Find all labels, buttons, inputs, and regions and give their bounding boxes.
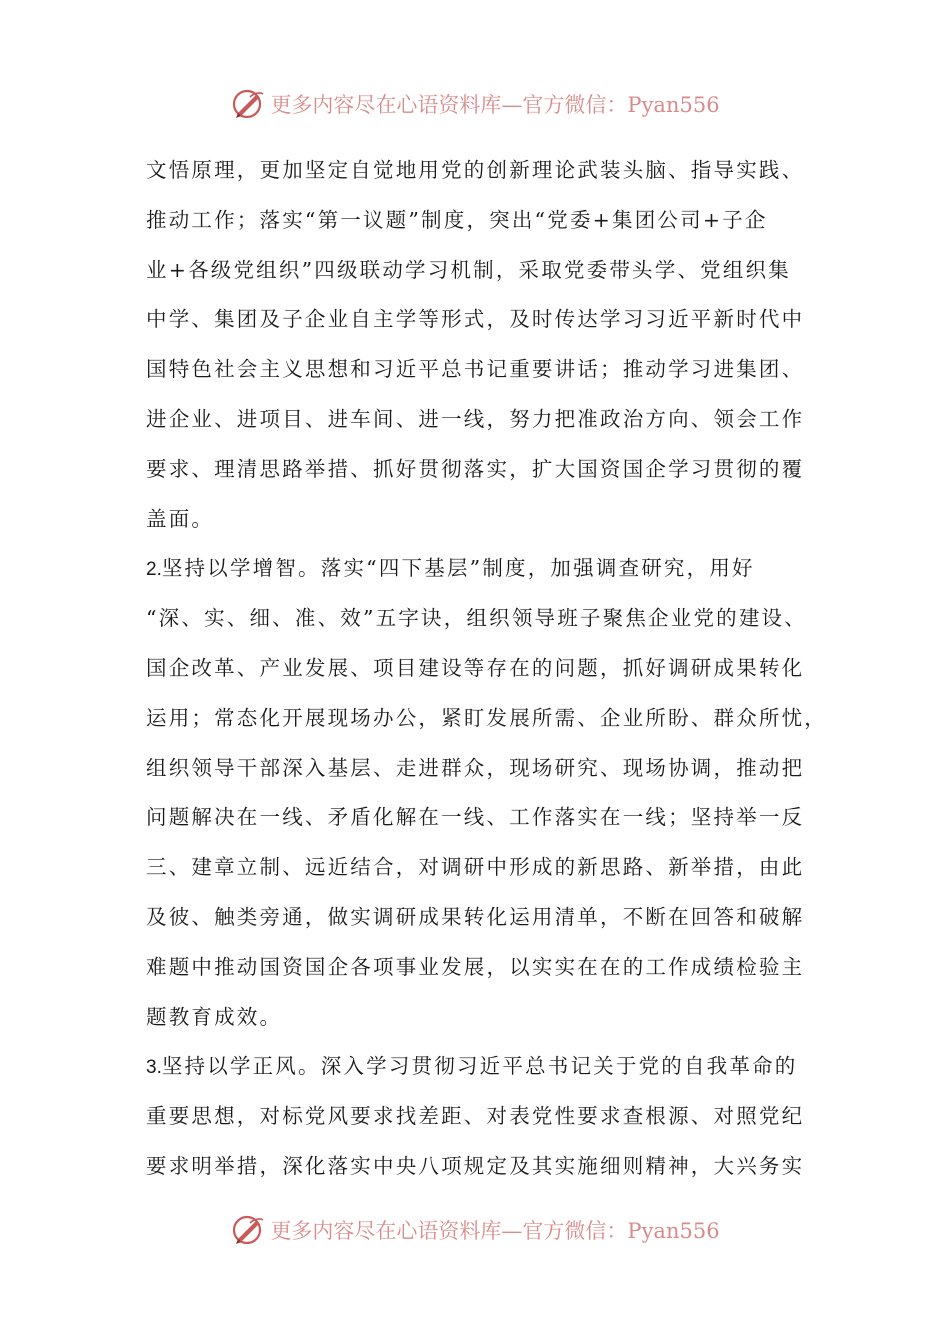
text-line [146, 1042, 826, 1092]
text-line: 文悟原理，更加坚定自觉地用党的创新理论武装头脑、指导实践、 [146, 158, 805, 182]
text-line: 题教育成效。 [146, 1004, 283, 1029]
text-line [146, 544, 826, 594]
paragraph-number: 3. [146, 1057, 162, 1079]
text-line: 中学、集团及子企业自主学等形式，及时传达学习习近平新时代中 [146, 307, 805, 332]
text-line: 业+各级党组织”四级联动学习机制，采取党委带头学、党组织集 [146, 257, 791, 282]
text-line: 国特色社会主义思想和习近平总书记重要讲话；推动学习进集团、 [146, 357, 805, 382]
footer-watermark-text: 更多内容尽在心语资料库—官方微信：Pyan556 [270, 1219, 720, 1243]
paragraph-1 [146, 146, 826, 544]
text-line: 组织领导干部深入基层、走进群众，现场研究、现场协调，推动把 [146, 755, 805, 780]
paragraph-2 [146, 544, 826, 1042]
pen-logo-icon [230, 86, 266, 122]
text-line: 重要思想，对标党风要求找差距、对表党性要求查根源、对照党纪 [146, 1104, 805, 1129]
header-watermark-text: 更多内容尽在心语资料库—官方微信：Pyan556 [270, 93, 720, 117]
text-line-content: 坚持以学正风。深入学习贯彻习近平总书记关于党的自我革命的 [161, 1054, 798, 1079]
text-line: 盖面。 [146, 506, 215, 531]
text-line: 推动工作；落实“第一议题”制度，突出“党委+集团公司+子企 [146, 207, 768, 232]
text-line: 国企改革、产业发展、项目建设等存在的问题，抓好调研成果转化 [146, 655, 805, 680]
pen-logo-icon [230, 1212, 266, 1248]
text-line: 要求明举措，深化落实中央八项规定及其实施细则精神，大兴务实 [146, 1153, 805, 1178]
text-line: 三、建章立制、远近结合，对调研中形成的新思路、新举措，由此 [146, 855, 805, 880]
document-body [146, 146, 826, 1192]
text-line: 运用；常态化开展现场办公，紧盯发展所需、企业所盼、群众所忧， [146, 705, 827, 730]
text-line: “深、实、细、准、效”五字诀，组织领导班子聚焦企业党的建设、 [146, 606, 807, 631]
footer-watermark-banner [0, 1210, 950, 1250]
text-line: 进企业、进项目、进车间、进一线，努力把准政治方向、领会工作 [146, 406, 805, 431]
text-line: 难题中推动国资国企各项事业发展，以实实在在的工作成绩检验主 [146, 954, 805, 979]
header-watermark-banner [0, 84, 950, 124]
text-line: 要求、理清思路举措、抓好贯彻落实，扩大国资国企学习贯彻的覆 [146, 456, 805, 481]
paragraph-number: 2. [146, 559, 162, 581]
text-line-content: 坚持以学增智。落实“四下基层”制度，加强调查研究，用好 [161, 556, 755, 581]
text-line: 及彼、触类旁通，做实调研成果转化运用清单，不断在回答和破解 [146, 904, 805, 929]
paragraph-3 [146, 1042, 826, 1191]
text-line: 问题解决在一线、矛盾化解在一线、工作落实在一线；坚持举一反 [146, 805, 805, 830]
